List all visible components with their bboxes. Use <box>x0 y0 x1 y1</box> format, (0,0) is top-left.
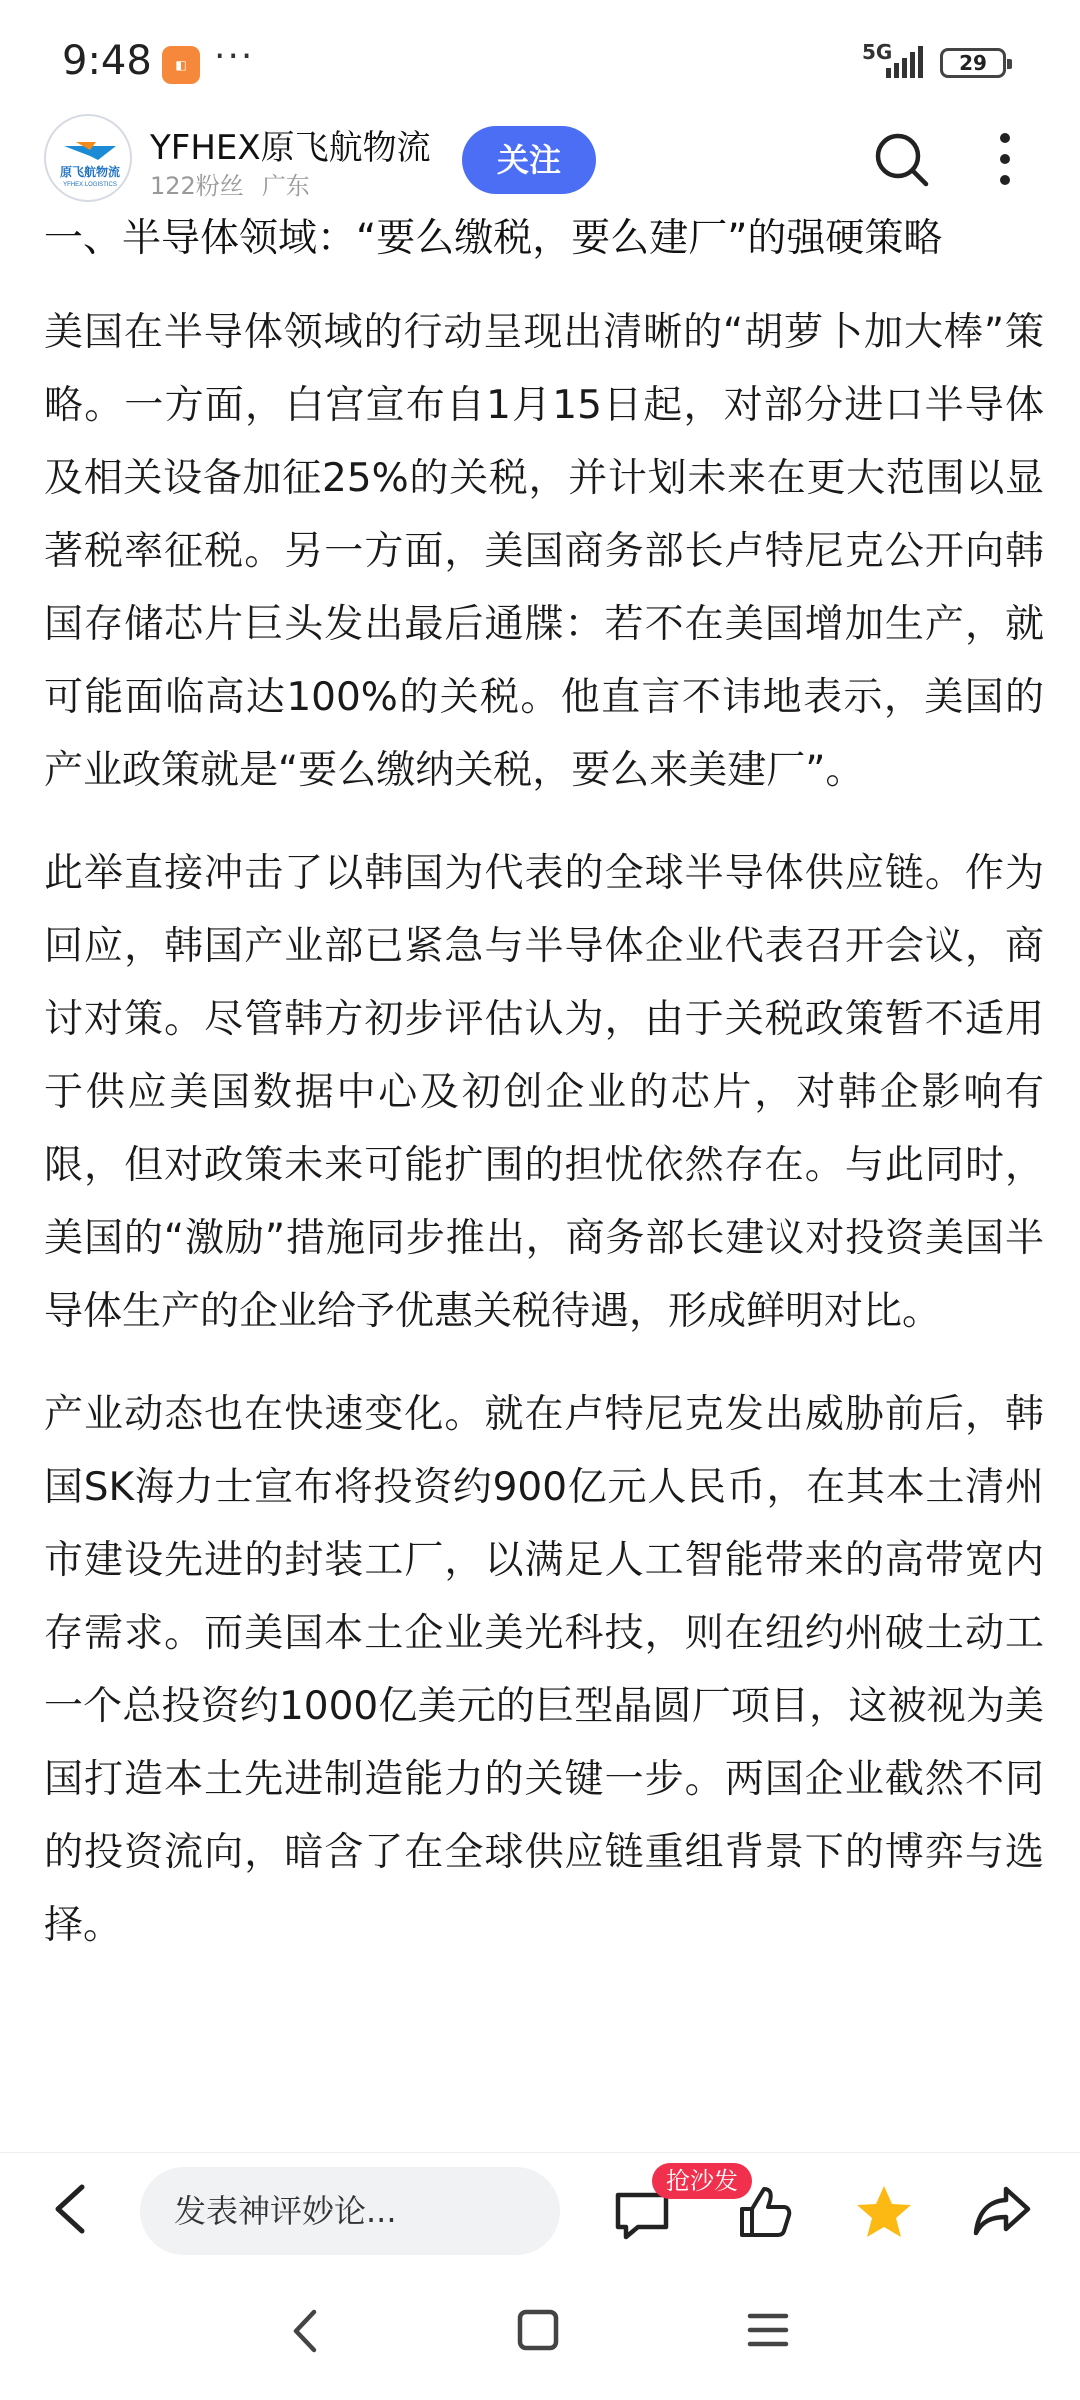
system-nav-bar <box>0 2266 1080 2400</box>
account-meta <box>150 166 328 201</box>
account-location: 广东 <box>261 172 310 200</box>
logo-subtext: YFHEX LOGISTICS <box>63 182 117 188</box>
nav-home-icon[interactable] <box>516 2308 560 2352</box>
bottom-action-bar <box>0 2152 1080 2260</box>
signal-icon <box>886 46 930 78</box>
fans-count: 122粉丝 <box>150 172 244 200</box>
nav-menu-icon[interactable] <box>746 2310 790 2350</box>
search-icon[interactable] <box>868 126 934 192</box>
share-icon[interactable] <box>972 2183 1032 2239</box>
more-notifications-icon: ··· <box>214 36 255 77</box>
notification-app-icon: ◧ <box>162 46 200 84</box>
logo-text: 原飞航物流 <box>59 165 121 179</box>
network-type-label: 5G <box>862 40 893 64</box>
nav-back-icon[interactable] <box>286 2306 326 2356</box>
favorite-star-icon[interactable] <box>854 2183 914 2241</box>
status-time: 9:48 <box>62 38 152 84</box>
paragraph: 此举直接冲击了以韩国为代表的全球半导体供应链。作为回应，韩国产业部已紧急与半导体企业代表召开会议，商讨对策。尽管韩方初步评估认为，由于关税政策暂不适用于供应美国数据中心及初创企业的芯片，对韩企影响有限，但对政策未来可能扩围的担忧依然存在。与此同时，美国的“激励”措施同步推出，商务部长建议对投资美国半导体生产的企业给予优惠关税待遇，形成鲜明对比。 <box>44 851 1044 1334</box>
status-bar <box>0 0 1080 120</box>
article-header <box>0 110 1080 210</box>
avatar[interactable] <box>44 114 132 202</box>
battery-icon: 29 <box>940 48 1006 78</box>
account-name[interactable]: YFHEX原飞航物流 <box>150 128 431 168</box>
comment-input[interactable]: 发表神评妙论... <box>140 2167 560 2255</box>
paragraph: 产业动态也在快速变化。就在卢特尼克发出威胁前后，韩国SK海力士宣布将投资约900亿元人民币，在其本土清州市建设先进的封装工厂，以满足人工智能带来的高带宽内存需求。而美国本土企业美光科技，则在纽约州破土动工一个总投资约1000亿美元的巨型晶圆厂项目，这被视为美国打造本土先进制造能力的关键一步。两国企业截然不同的投资流向，暗含了在全球供应链重组背景下的博弈与选择。 <box>44 1392 1044 1948</box>
paragraph: 美国在半导体领域的行动呈现出清晰的“胡萝卜加大棒”策略。一方面，白宫宣布自1月15日起，对部分进口半导体及相关设备加征25%的关税，并计划未来在更大范围以显著税率征税。另一方面，美国商务部长卢特尼克公开向韩国存储芯片巨头发出最后通牒：若不在美国增加生产，就可能面临高达100%的关税。他直言不讳地表示，美国的产业政策就是“要么缴纳关税，要么来美建厂”。 <box>44 310 1044 793</box>
follow-button[interactable]: 关注 <box>462 126 596 194</box>
sofa-badge: 抢沙发 <box>652 2163 752 2199</box>
logo-icon <box>46 116 132 202</box>
article-body <box>44 212 1044 1992</box>
back-arrow-icon[interactable] <box>48 2181 94 2237</box>
thumbs-up-icon[interactable] <box>736 2183 794 2241</box>
more-options-icon[interactable] <box>990 126 1020 192</box>
section-title: 一、半导体领域：“要么缴税，要么建厂”的强硬策略 <box>44 216 943 261</box>
